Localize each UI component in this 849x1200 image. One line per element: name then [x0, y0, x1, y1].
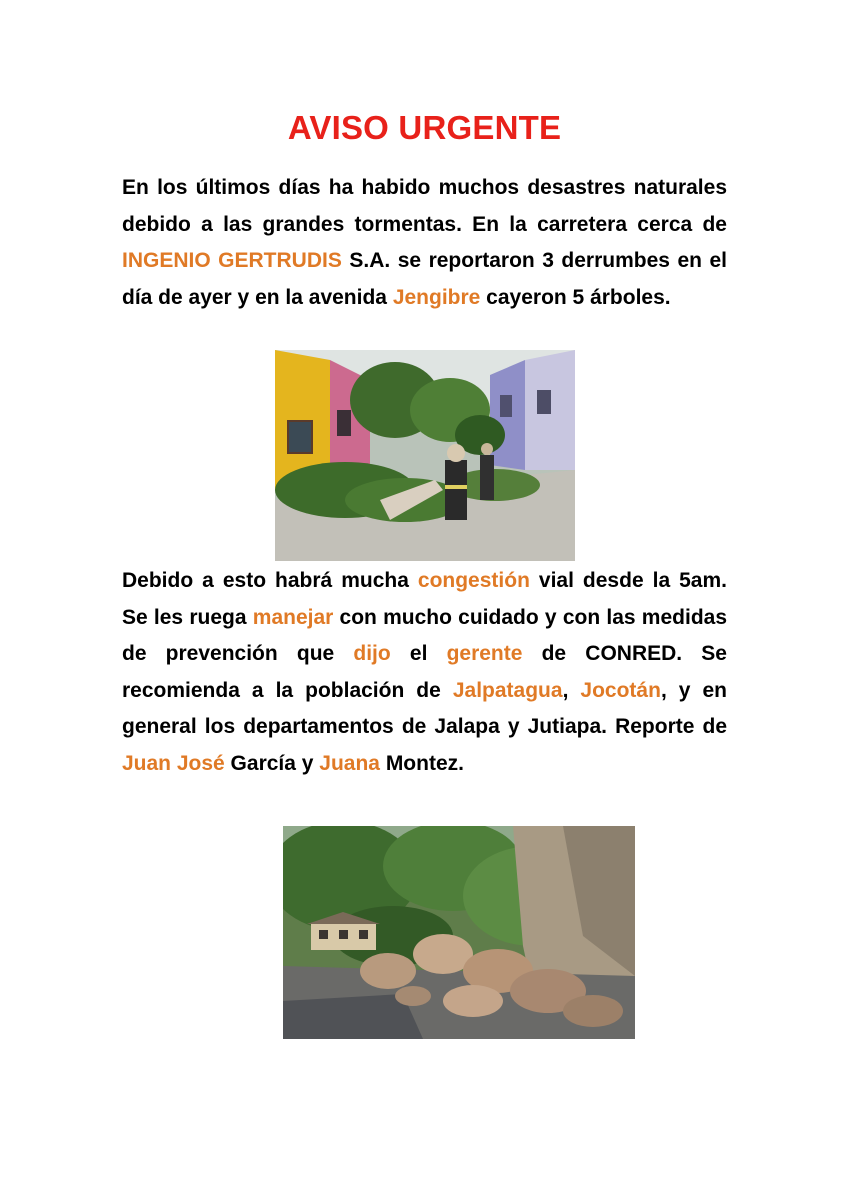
text-segment: el	[390, 642, 447, 665]
highlight-jocotan: Jocotán	[580, 678, 661, 702]
text-segment: cayeron 5 árboles.	[480, 285, 671, 309]
landslide-road-photo	[283, 826, 635, 1039]
highlight-juana: Juana	[319, 751, 380, 775]
fallen-tree-street-photo	[275, 350, 575, 561]
highlight-jengibre: Jengibre	[392, 285, 481, 309]
highlight-manejar: manejar	[252, 605, 334, 629]
text-segment: vial desde la 5am. Se les ruega	[122, 569, 727, 629]
text-segment: ,	[562, 678, 581, 702]
paragraph-warning	[122, 563, 727, 782]
text-segment: Montez.	[379, 751, 464, 775]
text-segment: , y en general los departamentos de Jalapa y Jutiapa. Reporte de	[122, 678, 727, 738]
highlight-juan-jose: Juan José	[122, 751, 225, 775]
text-segment: con mucho cuidado y con las medidas de prevención que	[122, 605, 727, 665]
text-segment: En los últimos días ha habido muchos desastres naturales debido a las grandes tormentas. En la carretera cerca de	[122, 176, 727, 236]
text-segment: S.A. se reportaron 3 derrumbes en el día de ayer y en la avenida	[122, 249, 727, 309]
highlight-ingenio: INGENIO GERTRUDIS	[122, 249, 342, 272]
text-segment: García y	[224, 751, 320, 775]
highlight-dijo: dijo	[353, 642, 391, 665]
highlight-gerente: gerente	[446, 642, 523, 665]
page-title: AVISO URGENTE	[287, 109, 562, 146]
highlight-congestion: congestión	[417, 569, 530, 592]
paragraph-report	[122, 170, 727, 316]
highlight-jalpatagua: Jalpatagua	[452, 678, 563, 702]
text-segment: Debido a esto habrá mucha	[122, 569, 418, 592]
text-segment: de CONRED. Se recomienda a la población de	[122, 642, 727, 702]
